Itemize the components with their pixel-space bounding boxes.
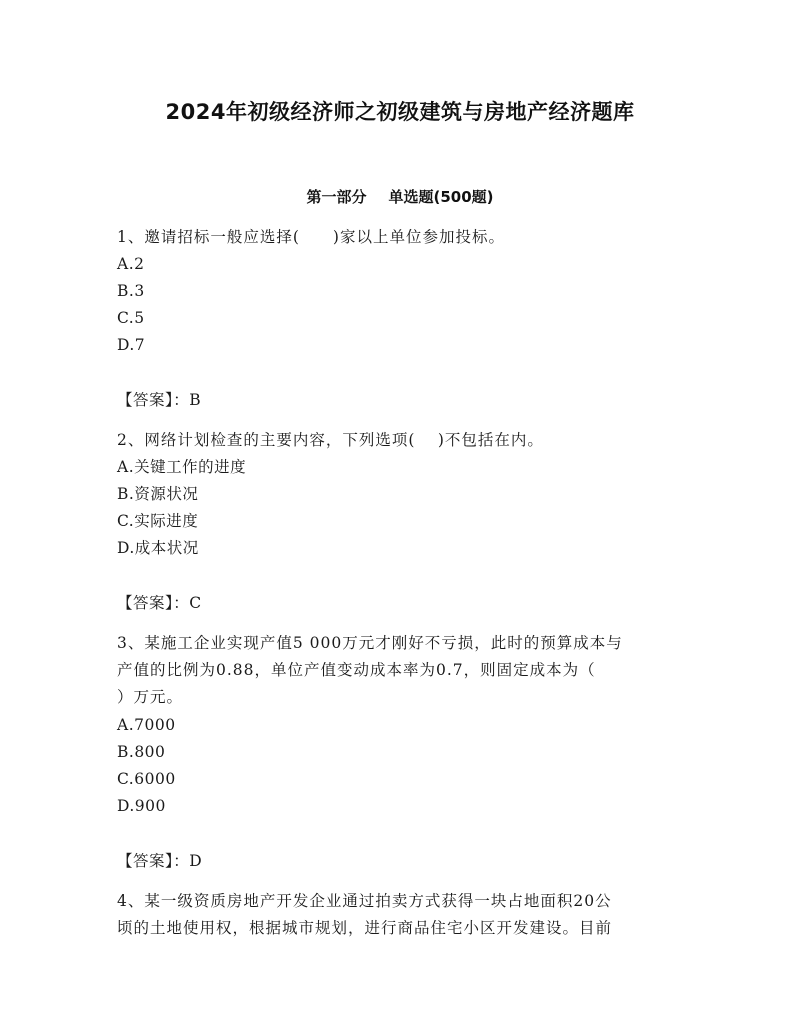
question-1-option-b: B.3 (117, 282, 145, 300)
question-3-stem-line-1: 3、某施工企业实现产值5 000万元才刚好不亏损，此时的预算成本与 (117, 634, 623, 652)
question-3-option-d: D.900 (117, 797, 166, 815)
question-1-stem: 1、邀请招标一般应选择( )家以上单位参加投标。 (117, 228, 505, 246)
question-2-option-c: C.实际进度 (117, 512, 199, 530)
question-2-answer: 【答案】：C (117, 594, 202, 612)
question-2-option-a: A.关键工作的进度 (117, 458, 247, 476)
question-1-option-c: C.5 (117, 309, 145, 327)
section-label: 第一部分 (306, 188, 367, 206)
question-1-answer: 【答案】：B (117, 391, 202, 409)
question-4-stem-line-1: 4、某一级资质房地产开发企业通过拍卖方式获得一块占地面积20公 (117, 892, 612, 910)
document-title: 2024年初级经济师之初级建筑与房地产经济题库 (165, 100, 635, 124)
question-2-option-b: B.资源状况 (117, 485, 199, 503)
question-3-option-a: A.7000 (117, 716, 176, 734)
question-3-stem-line-2: 产值的比例为0.88，单位产值变动成本率为0.7，则固定成本为（ (117, 661, 596, 679)
question-3-stem-line-3: ）万元。 (117, 688, 184, 706)
question-3-option-c: C.6000 (117, 770, 176, 788)
question-3-option-b: B.800 (117, 743, 166, 761)
question-3-answer: 【答案】：D (117, 852, 203, 870)
section-name: 单选题(500题) (388, 188, 494, 206)
question-1-option-a: A.2 (117, 255, 145, 273)
question-4-stem-line-2: 顷的土地使用权，根据城市规划，进行商品住宅小区开发建设。目前 (117, 919, 613, 937)
question-2-stem: 2、网络计划检查的主要内容，下列选项( )不包括在内。 (117, 431, 544, 449)
question-1-option-d: D.7 (117, 336, 146, 354)
section-heading (0, 186, 800, 207)
question-2-option-d: D.成本状况 (117, 539, 199, 557)
